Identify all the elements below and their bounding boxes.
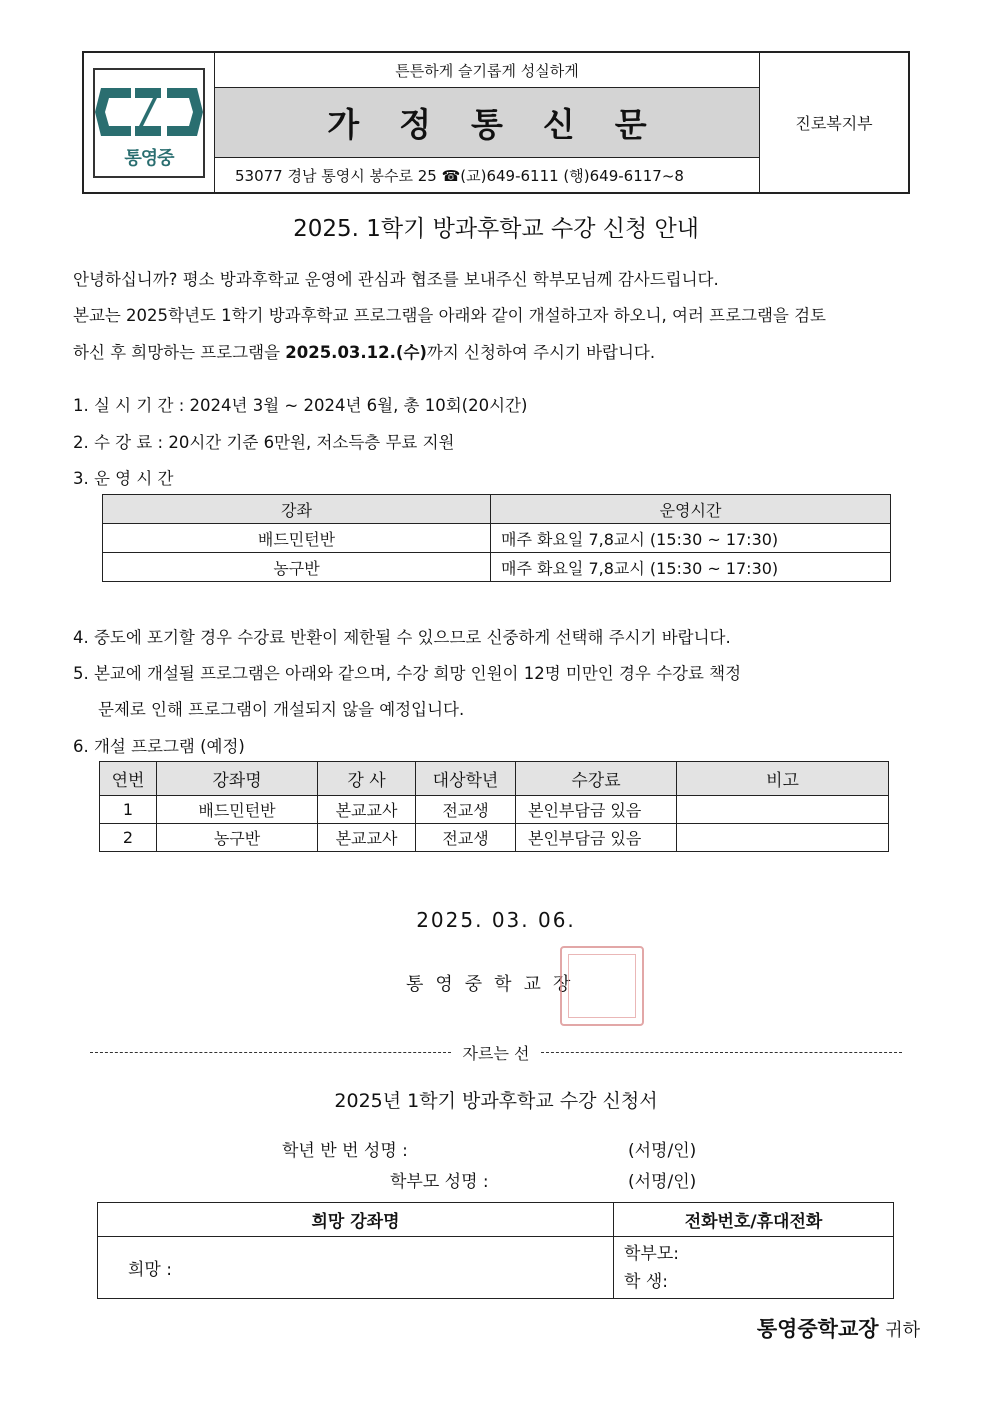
wish-label: 희망 : [128,1260,172,1280]
wish-course-field[interactable] [98,1237,614,1299]
table-cell: 전교생 [416,796,516,824]
addressee-name: 통영중학교장 [756,1317,879,1341]
student-phone-label: 학 생: [624,1271,668,1292]
table-header: 수강료 [516,762,677,796]
cut-line-dash-left [90,1052,451,1053]
intro-line-3-pre: 하신 후 희망하는 프로그램을 [73,343,286,362]
parent-phone-label: 학부모: [624,1243,679,1264]
table-header: 강좌 [103,495,491,524]
student-name-line: 학년 반 번 성명 : [282,1141,408,1161]
table-cell: 본인부담금 있음 [516,796,677,824]
table-header-row [98,1203,894,1237]
parent-name-line: 학부모 성명 : [390,1172,489,1192]
item-programs: 6. 개설 프로그램 (예정) [73,737,245,756]
table-cell: 농구반 [103,553,491,582]
table-header: 운영시간 [491,495,891,524]
item-fee: 2. 수 강 료 : 20시간 기준 6만원, 저소득층 무료 지원 [73,433,455,452]
table-header: 비고 [677,762,889,796]
intro-line-3-post: 까지 신청하여 주시기 바랍니다. [426,343,656,362]
cut-line-label: 자르는 선 [462,1044,530,1063]
header-middle [215,53,760,192]
table-cell: 매주 화요일 7,8교시 (15:30 ~ 17:30) [491,524,891,553]
principal-name: 통영중학교장 [406,974,583,995]
table-cell: 본교교사 [318,824,416,852]
logo-text: 통영중 [124,147,174,169]
seal-inner-border [568,954,636,1018]
item-minimum-line-1: 5. 본교에 개설될 프로그램은 아래와 같으며, 수강 희망 인원이 12명 미만인 경우 수강료 책정 [73,664,742,683]
table-row [100,796,889,824]
school-address: 53077 경남 통영시 봉수로 25 ☎(교)649-6111 (행)649-6117~8 [235,166,684,185]
table-cell: 매주 화요일 7,8교시 (15:30 ~ 17:30) [491,553,891,582]
table-header: 전화번호/휴대전화 [614,1203,894,1237]
table-cell: 배드민턴반 [103,524,491,553]
logo-cell [84,53,215,192]
school-logo [93,68,205,178]
notice-title: 2025. 1학기 방과후학교 수강 신청 안내 [293,216,699,242]
addressee [757,1313,920,1343]
table-cell [677,824,889,852]
table-cell: 본인부담금 있음 [516,824,677,852]
table-row [103,524,891,553]
table-header: 연번 [100,762,157,796]
table-cell: 전교생 [416,824,516,852]
table-row [98,1237,894,1299]
item-schedule: 3. 운 영 시 간 [73,469,174,488]
cut-line [90,1041,902,1064]
student-sign-label: (서명/인) [628,1141,697,1161]
item-period: 1. 실 시 기 간 : 2024년 3월 ~ 2024년 6월, 총 10회(20시간) [73,396,528,415]
table-row [103,553,891,582]
deadline-date: 2025.03.12.(수) [285,343,427,362]
department: 진로복지부 [795,114,873,133]
table-cell: 본교교사 [318,796,416,824]
official-seal-icon [560,946,644,1026]
item-refund: 4. 중도에 포기할 경우 수강료 반환이 제한될 수 있으므로 신중하게 선택해 주시기 바랍니다. [73,628,731,647]
addressee-suffix: 귀하 [885,1320,920,1341]
program-table [99,761,889,852]
newsletter-title: 가정통신문 [215,88,759,158]
parent-sign-label: (서명/인) [628,1172,697,1192]
table-cell: 배드민턴반 [157,796,318,824]
school-motto: 튼튼하게 슬기롭게 성실하게 [215,53,759,88]
intro-line-1: 안녕하십니까? 평소 방과후학교 운영에 관심과 협조를 보내주신 학부모님께 감사드립니다. [73,270,719,289]
table-cell: 2 [100,824,157,852]
table-cell [677,796,889,824]
table-header: 희망 강좌명 [98,1203,614,1237]
issue-date: 2025. 03. 06. [416,908,576,932]
table-header: 대상학년 [416,762,516,796]
table-header-row [103,495,891,524]
cut-line-dash-right [541,1052,902,1053]
table-header: 강좌명 [157,762,318,796]
table-row [100,824,889,852]
table-cell: 농구반 [157,824,318,852]
phone-field[interactable] [614,1237,894,1299]
table-header-row [100,762,889,796]
intro-line-3 [73,339,655,363]
schedule-table [102,494,891,582]
application-table [97,1202,894,1299]
intro-line-2: 본교는 2025학년도 1학기 방과후학교 프로그램을 아래와 같이 개설하고자 하오니, 여러 프로그램을 검토 [73,306,826,325]
table-header: 강 사 [318,762,416,796]
item-minimum-line-2: 문제로 인해 프로그램이 개설되지 않을 예정입니다. [98,700,465,719]
newsletter-header [82,51,910,194]
table-cell: 1 [100,796,157,824]
school-emblem-icon [95,74,203,152]
form-title: 2025년 1학기 방과후학교 수강 신청서 [334,1090,658,1112]
